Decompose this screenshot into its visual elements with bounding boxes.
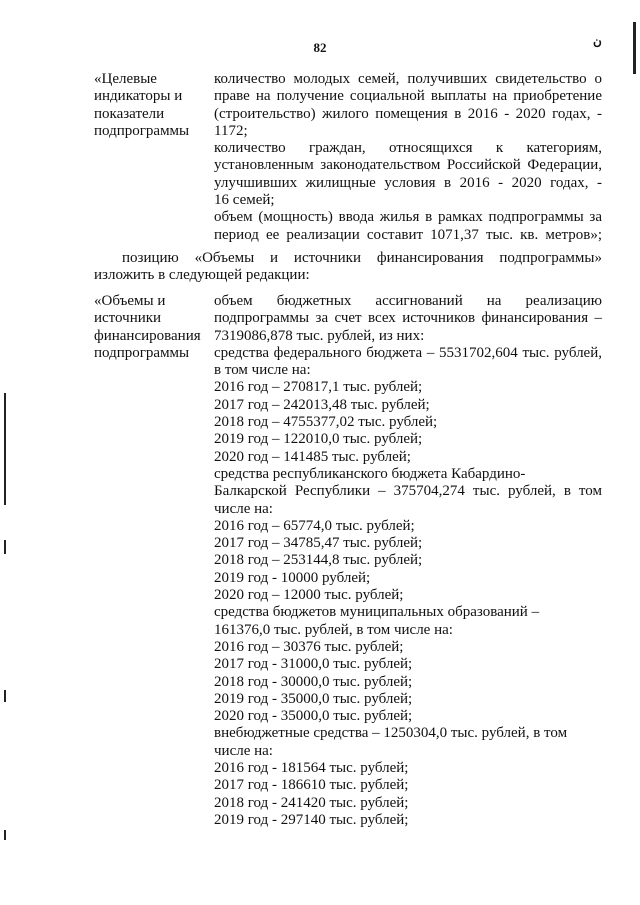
text-line: средства республиканского бюджета Кабардино-: [214, 465, 526, 482]
text-line: количество молодых семей, получивших свидетельство о: [214, 71, 602, 87]
label-line: индикаторы и: [94, 88, 183, 105]
text-line: период ее реализации составит 1071,37 тыс. кв. метров»;: [214, 226, 602, 243]
text-line: установленным законодательством Российской Федерации,: [214, 157, 602, 174]
row-content: [214, 71, 602, 244]
text-line: 2018 год – 4755377,02 тыс. рублей;: [214, 414, 438, 431]
text-line: количество граждан, относящихся к категориям,: [214, 140, 602, 157]
text-line: внебюджетные средства – 1250304,0 тыс. рублей, в том: [214, 725, 568, 742]
text-line: средства федерального бюджета – 5531702,604 тыс. рублей,: [214, 344, 602, 361]
text-line: 1172;: [214, 122, 248, 139]
text-line: 2018 год – 253144,8 тыс. рублей;: [214, 552, 423, 569]
text-line: 2020 год - 35000,0 тыс. рублей;: [214, 708, 413, 725]
text-line: подпрограммы за счет всех источников финансирования –: [214, 310, 602, 327]
text-line: в том числе на:: [214, 362, 311, 379]
text-line: 2017 год – 34785,47 тыс. рублей;: [214, 535, 423, 552]
label-line: подпрограммы: [94, 344, 190, 361]
corner-mark: ن: [593, 34, 602, 48]
text-line: 2016 год – 65774,0 тыс. рублей;: [214, 517, 415, 534]
scan-edge-mark: [4, 540, 6, 554]
text-line: числе на:: [214, 500, 273, 517]
scan-edge-mark: [4, 830, 6, 840]
label-line: источники: [94, 310, 162, 327]
label-line: «Целевые: [94, 71, 157, 87]
text-line: 2017 год - 186610 тыс. рублей;: [214, 777, 409, 794]
text-line: 2018 год - 30000,0 тыс. рублей;: [214, 673, 413, 690]
text-line: 2017 год – 242013,48 тыс. рублей;: [214, 396, 430, 413]
text-line: 2019 год - 10000 рублей;: [214, 569, 371, 586]
page-number: 82: [313, 40, 327, 55]
text-line: (строительство) жилого помещения в 2016 - 2020 годах, -: [214, 105, 602, 122]
text-line: средства бюджетов муниципальных образований –: [214, 604, 540, 621]
intro-line: позицию «Объемы и источники финансирования подпрограммы»: [122, 250, 602, 266]
text-line: 161376,0 тыс. рублей, в том числе на:: [214, 621, 453, 638]
text-line: объем бюджетных ассигнований на реализацию: [214, 293, 602, 309]
intro-line: изложить в следующей редакции:: [94, 267, 310, 284]
text-line: 2020 год – 141485 тыс. рублей;: [214, 448, 411, 465]
label-line: финансирования: [94, 327, 201, 344]
text-line: 2020 год – 12000 тыс. рублей;: [214, 587, 404, 604]
label-line: подпрограммы: [94, 122, 190, 139]
scan-edge-mark: [4, 393, 6, 505]
text-line: 2019 год – 122010,0 тыс. рублей;: [214, 431, 423, 448]
label-line: показатели: [94, 105, 165, 122]
text-line: числе на:: [214, 742, 273, 759]
text-line: 2017 год - 31000,0 тыс. рублей;: [214, 656, 413, 673]
text-line: Балкарской Республики – 375704,274 тыс. рублей, в том: [214, 483, 602, 500]
text-line: 16 семей;: [214, 192, 275, 209]
text-line: 2018 год - 241420 тыс. рублей;: [214, 794, 409, 811]
intro-paragraph: [94, 250, 602, 285]
text-line: 2016 год – 30376 тыс. рублей;: [214, 638, 404, 655]
text-line: праве на получение социальной выплаты на приобретение: [214, 88, 602, 105]
label-line: «Объемы и: [94, 293, 166, 309]
scan-edge-mark: [4, 690, 6, 702]
row-label: [94, 293, 212, 362]
scan-edge-mark: [633, 22, 636, 74]
text-line: улучшивших жилищные условия в 2016 - 2020 годах, -: [214, 174, 602, 191]
text-line: 2016 год – 270817,1 тыс. рублей;: [214, 379, 423, 396]
text-line: объем (мощность) ввода жилья в рамках подпрограммы за: [214, 209, 602, 226]
row-content: [214, 293, 602, 829]
text-line: 7319086,878 тыс. рублей, из них:: [214, 327, 425, 344]
text-line: 2019 год - 35000,0 тыс. рублей;: [214, 690, 413, 707]
text-line: 2019 год - 297140 тыс. рублей;: [214, 811, 409, 828]
row-label: [94, 71, 212, 140]
text-line: 2016 год - 181564 тыс. рублей;: [214, 760, 409, 777]
